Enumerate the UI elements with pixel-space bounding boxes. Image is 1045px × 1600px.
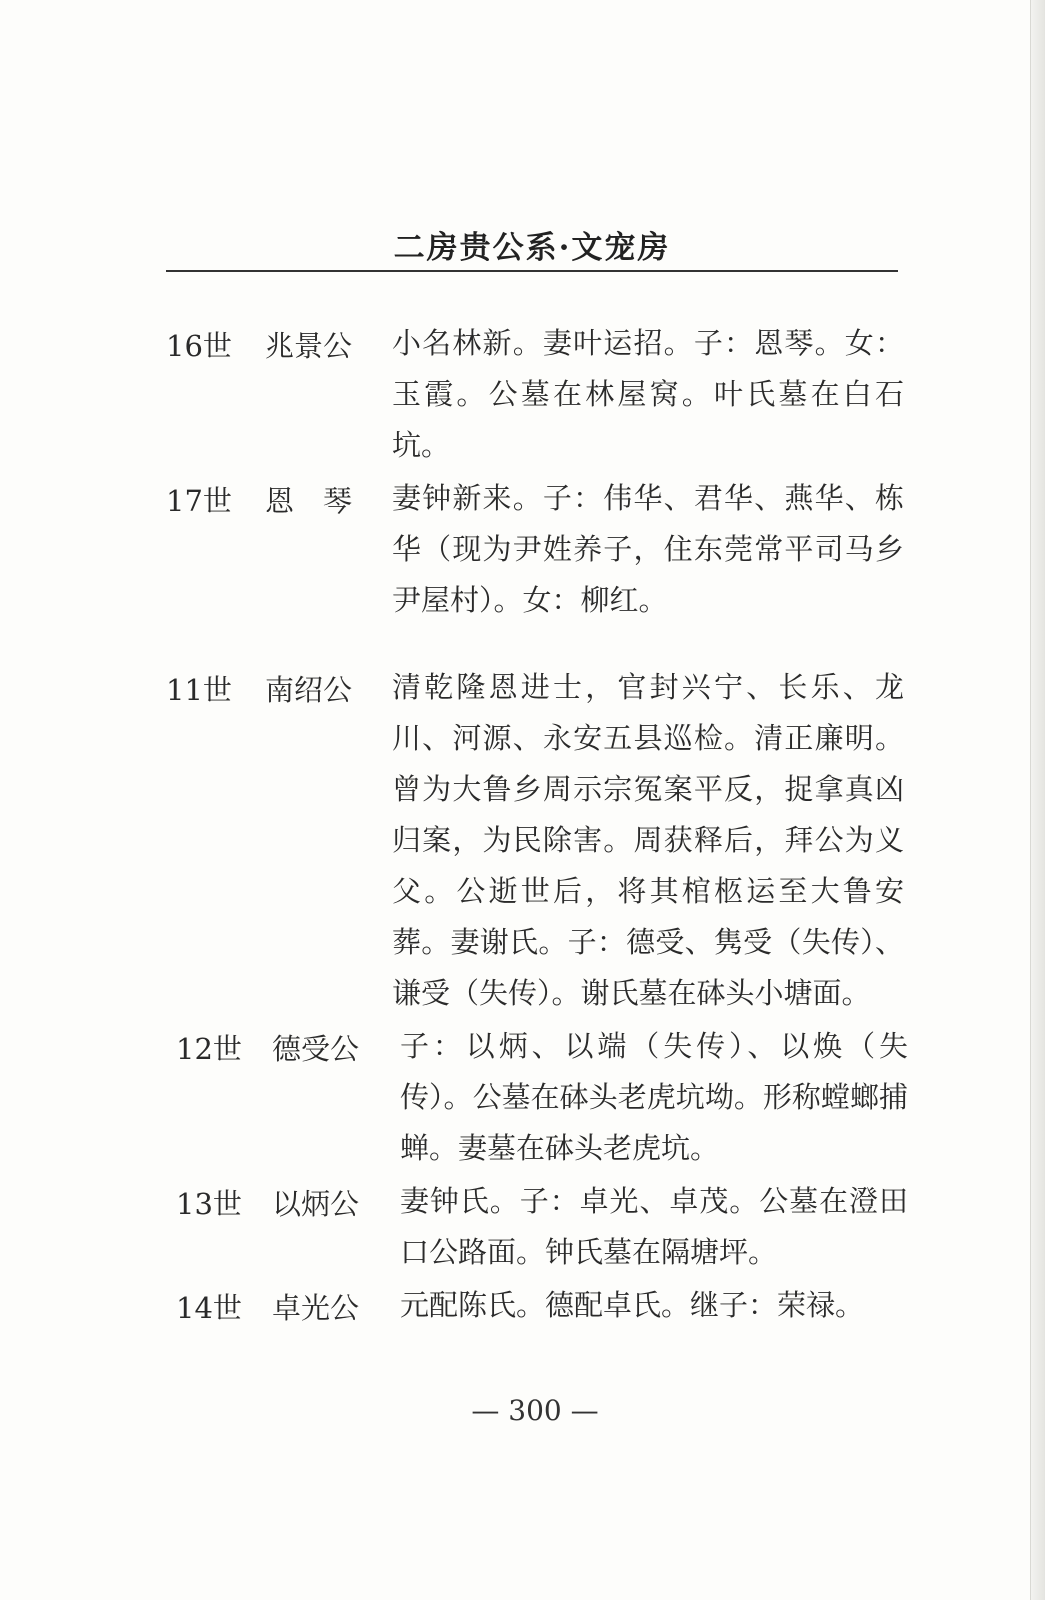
genealogy-entries [0, 318, 1045, 1333]
entry-text: 小名林新。妻叶运招。子：恩琴。女：玉霞。公墓在林屋窝。叶氏墓在白石坑。 [392, 326, 904, 462]
page-number: — 300 — [471, 1394, 599, 1427]
entry-16-zhaojing [0, 318, 1045, 471]
entry-generation: 13世 [176, 1187, 242, 1221]
entry-11-nanshao [0, 662, 1045, 1019]
running-head: 二房贵公系·文宠房 [393, 230, 671, 266]
entry-13-yibing [0, 1176, 1045, 1278]
entry-name: 南绍公 [265, 673, 353, 707]
entry-name: 以炳公 [272, 1187, 360, 1221]
entry-text: 妻钟新来。子：伟华、君华、燕华、栋华（现为尹姓养子，住东莞常平司马乡尹屋村）。女：柳红。 [392, 481, 904, 617]
entry-14-zhuoguang [0, 1280, 1045, 1331]
entry-name: 卓光公 [272, 1291, 360, 1325]
entry-name: 德受公 [272, 1032, 360, 1066]
entry-text: 妻钟氏。子：卓光、卓茂。公墓在澄田口公路面。钟氏墓在隔塘坪。 [400, 1184, 908, 1269]
entry-name: 兆景公 [265, 329, 353, 363]
entry-text: 清乾隆恩进士，官封兴宁、长乐、龙川、河源、永安五县巡检。清正廉明。曾为大鲁乡周示宗冤案平反，捉拿真凶归案，为民除害。周获释后，拜公为义父。公逝世后，将其棺柩运至大鲁安葬。妻谢氏。子：德受、隽受（失传）、谦受（失传）。谢氏墓在砵头小塘面。 [392, 670, 904, 1010]
header-rule [166, 270, 898, 272]
entry-generation: 12世 [176, 1032, 242, 1066]
entry-12-deshou [0, 1021, 1045, 1174]
entry-generation: 11世 [166, 673, 232, 707]
entry-17-enqin [0, 473, 1045, 626]
entry-generation: 17世 [166, 484, 232, 518]
entry-text: 元配陈氏。德配卓氏。继子：荣禄。 [400, 1288, 865, 1322]
entry-generation: 14世 [176, 1291, 242, 1325]
entry-name: 恩 琴 [265, 484, 353, 518]
entry-generation: 16世 [166, 329, 232, 363]
entry-text: 子：以炳、以端（失传）、以焕（失传）。公墓在砵头老虎坑坳。形称螳螂捕蝉。妻墓在砵头老虎坑。 [400, 1029, 908, 1165]
